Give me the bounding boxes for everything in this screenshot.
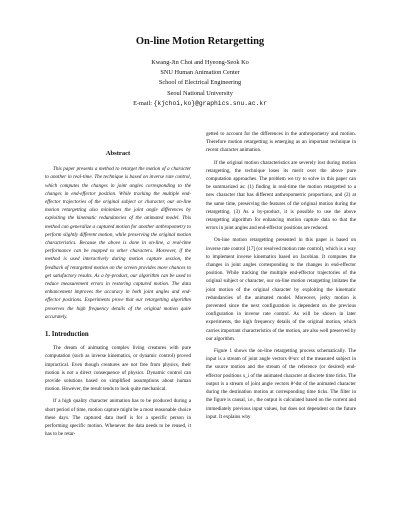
affiliation-line-3: Seoul National University <box>167 89 233 97</box>
author-block <box>0 58 400 109</box>
email-line <box>0 99 400 109</box>
paper-title: On-line Motion Retargetting <box>135 36 265 47</box>
left-column <box>45 150 191 443</box>
section-1-heading: 1. Introduction <box>45 331 89 339</box>
author-names: Kwang-Jin Choi and Hyeong-Seok Ko <box>151 59 249 66</box>
right-paragraph-3: On-line motion retargetting presented in this paper is based on inverse rate control [17] (or resolved motion rate control), which is a way to implement inverse kinematics based on Jacobian. It computes the changes in joint angles corresponding to the changes in end-effector position. While tracking the multiple end-effector trajectories of the original subject or character, our on-line motion retargetting imitates the joint motion of the original character by exploiting the kinematic redundancies of the animated model. Moreover, jerky motion is prevented since the next configuration is dependent on the previous configuration in inverse rate control. As will be shown in later experiments, the high frequency details of the original motion, which carries important characteristics of the motion, are also well preserved by our algorithm. <box>206 237 356 342</box>
right-column <box>206 130 356 425</box>
affiliation-line-1: SNU Human Animation Center <box>160 69 240 77</box>
right-paragraph-1: getted to account for the differences in the anthropometry and motion. Therefore motion retargetting is emerging as an important technique in recent character animation. <box>206 131 356 154</box>
intro-paragraph-2: If a high quality character animation has to be produced during a short period of time, motion capture might be a most reasonable choice these days. The captured data itself is for a specific person in performing specific motion. Whenever the data needs to be reused, it has to be retar- <box>45 398 191 438</box>
right-paragraph-2: If the original motion characteristics are severely lost during motion retargetting, the technique loses its merit over the above pure computation approaches. The problem we try to solve in this paper can be summarized as: (1) finding in real-time the motion retargetted to a new character that has different anthropometric proportions, and (2) at the same time, preserving the features of the original motion during the retargetting. (3) As a by-product, it is possible to use the above retargetting algorithm for enhancing motion capture data so that the errors in joint angles and end-effector positions are reduced. <box>206 159 356 232</box>
abstract-text: This paper presents a method to retarget the motion of a character to another in real-time. The technique is based on inverse rate control, which computes the changes in joint angles corresponding to the changes in end-effector position. While tracking the multiple end-effector trajectories of the original subject or character, our on-line motion retargetting also minimizes the joint angle differences by exploiting the kinematic redundancies of the animated model. This method can generalize a captured motion for another anthropometry to perform slightly different motion, while preserving the original motion characteristics. Because the above is done in on-line, a real-time performance can be mapped to other characters. Moreover, if the method is used interactively during motion capture session, the feedback of retargetted motion on the screen provides more chances to get satisfactory results. As a by-product, our algorithm can be used to reduce measurement errors in restoring captured motion. The data enhancement improves the accuracy in both joint angles and end-effector positions. Experiments prove that our retargetting algorithm preserves the high frequency details of the original motion quite accurately. <box>45 166 191 320</box>
right-paragraph-4: Figure 1 shows the on-line retargetting process schematically. The input is a stream of joint angle vectors θ^src of the measured subject in the source motion and the stream of the reference (or desired) end-effector positions x_i of the animated character at discrete time ticks. The output is a stream of joint angle vectors θ^dst of the animated character during the destination motion at corresponding time ticks. The filter in the figure is causal, i.e., the output is calculated based on the current and immediately previous input values, but does not dependent on the future input. It explains why <box>206 348 356 420</box>
email-label: E-mail: <box>133 99 152 107</box>
affiliation-line-2: School of Electrical Engineering <box>158 79 242 87</box>
abstract-heading: Abstract <box>105 150 131 157</box>
email-address: {kjchoi,ko}@graphics.snu.ac.kr <box>153 99 267 107</box>
intro-paragraph-1: The dream of animating complex living creatures with pure computation (such as inverse kinematics, or dynamic control) proved impractical. Even though creatures are not free from physics, their motion is not a direct consequence of physics. Dynamic control can provide solutions based on simplified assumptions about human motion. However, the result tends to look quite mechanical. <box>45 345 191 393</box>
